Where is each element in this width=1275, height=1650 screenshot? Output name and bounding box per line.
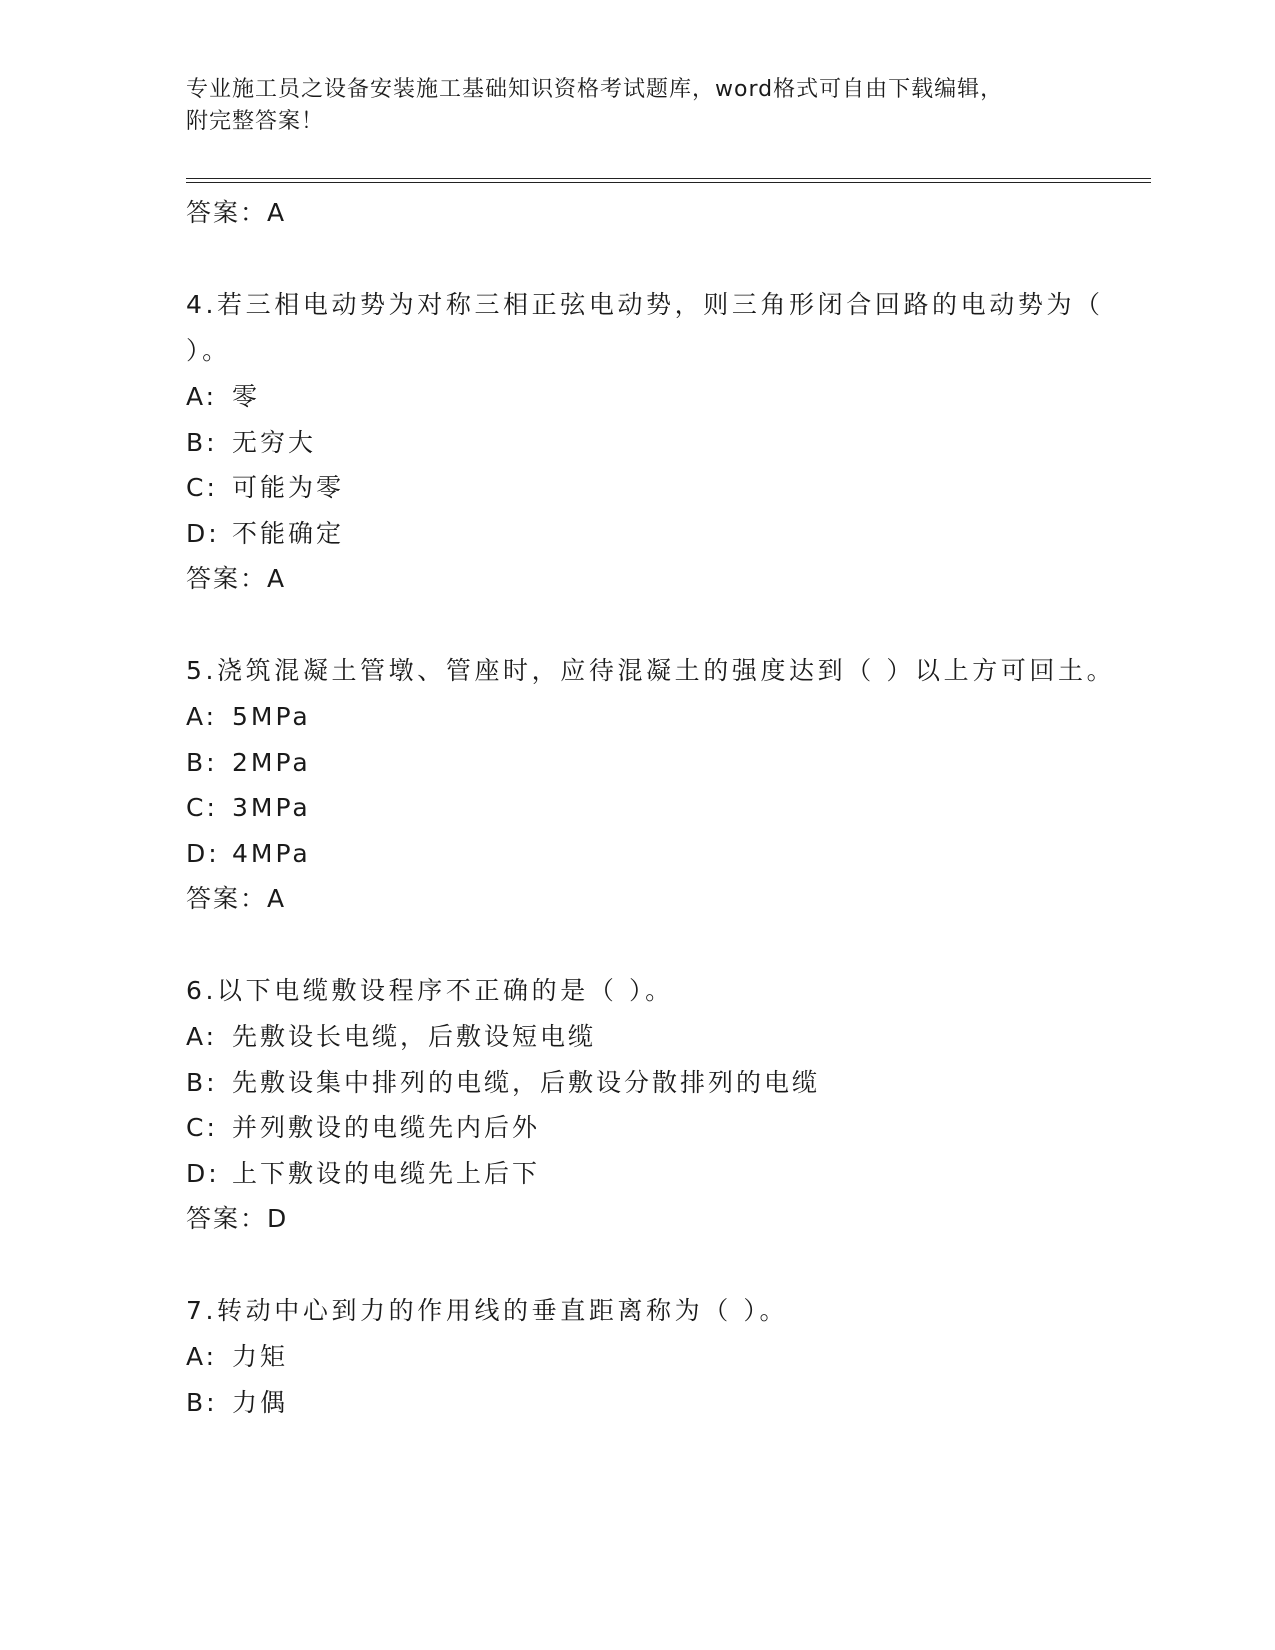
answer-line: 答案：A [186, 564, 287, 593]
option-a [186, 694, 1146, 740]
option-letter: B: [186, 747, 218, 777]
option-c [186, 785, 1146, 831]
option-letter: C: [186, 1113, 218, 1142]
option-text: 先敷设集中排列的电缆，后敷设分散排列的电缆 [232, 1067, 821, 1097]
option-text: 可能为零 [232, 473, 345, 502]
option-letter: A: [186, 1022, 218, 1051]
option-letter: B: [186, 1387, 218, 1417]
question-item [186, 1288, 1146, 1425]
option-a [186, 1334, 1146, 1380]
question-text: 6.以下电缆敷设程序不正确的是（ ）。 [186, 976, 674, 1005]
option-text: 不能确定 [232, 518, 345, 548]
option-b [186, 1380, 1146, 1426]
option-b [186, 420, 1146, 466]
answer-line: 答案：D [186, 1204, 289, 1233]
option-text: 4MPa [232, 838, 311, 868]
option-text: 力矩 [232, 1342, 289, 1371]
option-b [186, 1060, 1146, 1106]
option-text: 力偶 [232, 1387, 289, 1417]
option-b [186, 740, 1146, 786]
option-letter: D: [186, 838, 220, 868]
option-text: 无穷大 [232, 427, 317, 457]
header-divider [186, 178, 1151, 183]
header-line-2: 附完整答案！ [186, 109, 325, 134]
document-header [186, 74, 1066, 138]
question-item [186, 968, 1146, 1242]
option-a [186, 1014, 1146, 1060]
option-letter: A: [186, 702, 218, 731]
option-text: 5MPa [232, 702, 311, 731]
option-c [186, 1105, 1146, 1151]
option-letter: B: [186, 1067, 218, 1097]
option-d [186, 1151, 1146, 1197]
question-text: 5.浇筑混凝土管墩、管座时，应待混凝土的强度达到（ ）以上方可回土。 [186, 656, 1116, 685]
question-text: 7.转动中心到力的作用线的垂直距离称为（ ）。 [186, 1296, 789, 1325]
option-letter: C: [186, 473, 218, 502]
option-letter: D: [186, 518, 220, 548]
question-item [186, 282, 1146, 602]
option-a [186, 374, 1146, 420]
option-text: 2MPa [232, 747, 311, 777]
option-letter: B: [186, 427, 218, 457]
option-letter: A: [186, 382, 218, 411]
option-letter: D: [186, 1158, 220, 1188]
answer-line: 答案：A [186, 198, 287, 227]
question-list [186, 190, 1146, 1425]
option-d [186, 831, 1146, 877]
question-item [186, 648, 1146, 922]
option-text: 先敷设长电缆，后敷设短电缆 [232, 1022, 597, 1051]
option-text: 并列敷设的电缆先内后外 [232, 1113, 541, 1142]
option-c [186, 465, 1146, 511]
header-line-1: 专业施工员之设备安装施工基础知识资格考试题库，word格式可自由下载编辑， [186, 77, 1004, 102]
option-letter: A: [186, 1342, 218, 1371]
option-text: 3MPa [232, 793, 311, 822]
question-text: 4.若三相电动势为对称三相正弦电动势，则三角形闭合回路的电动势为（ ）。 [186, 290, 1104, 365]
option-d [186, 511, 1146, 557]
option-letter: C: [186, 793, 218, 822]
answer-line: 答案：A [186, 884, 287, 913]
option-text: 零 [232, 382, 261, 411]
option-text: 上下敷设的电缆先上后下 [232, 1158, 541, 1188]
